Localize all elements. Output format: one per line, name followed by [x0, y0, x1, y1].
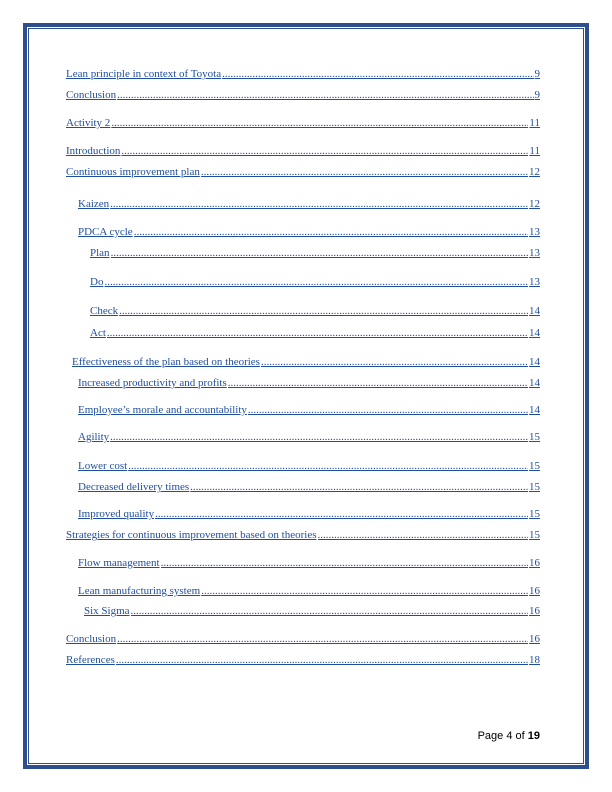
- toc-entry-label: Kaizen: [78, 198, 110, 210]
- toc-leader-dots: [110, 198, 528, 211]
- toc-entry-page: 14: [529, 327, 540, 339]
- toc-entry[interactable]: [78, 198, 540, 211]
- toc-entry-page: 16: [529, 633, 540, 645]
- toc-entry-page: 13: [529, 226, 540, 238]
- toc-entry[interactable]: [78, 460, 540, 473]
- toc-entry-page: 15: [529, 481, 540, 493]
- page-number-footer: [478, 730, 540, 742]
- toc-entry[interactable]: [72, 356, 540, 369]
- toc-entry-page: 14: [529, 404, 540, 416]
- toc-entry-page: 12: [529, 166, 540, 178]
- toc-entry-page: 9: [534, 68, 540, 80]
- page-prefix: Page: [477, 730, 507, 742]
- toc-leader-dots: [155, 508, 528, 521]
- toc-leader-dots: [107, 327, 528, 340]
- page-current: 4: [506, 730, 513, 742]
- toc-leader-dots: [104, 276, 528, 289]
- toc-entry-page: 15: [529, 508, 540, 520]
- toc-entry-page: 14: [529, 305, 540, 317]
- toc-leader-dots: [111, 247, 528, 260]
- toc-entry-label: Conclusion: [66, 89, 117, 101]
- toc-entry-page: 9: [534, 89, 540, 101]
- toc-leader-dots: [119, 305, 528, 318]
- toc-entry-label: Increased productivity and profits: [78, 377, 227, 389]
- toc-entry[interactable]: [66, 654, 540, 667]
- toc-entry[interactable]: [66, 633, 540, 646]
- toc-entry-page: 13: [529, 247, 540, 259]
- toc-entry[interactable]: [78, 508, 540, 521]
- toc-entry-page: 11: [529, 117, 540, 129]
- toc-entry-page: 16: [529, 605, 540, 617]
- toc-entry-label: Agility: [78, 431, 110, 443]
- page-separator: of: [512, 730, 528, 742]
- toc-entry[interactable]: [84, 605, 540, 618]
- toc-entry-page: 12: [529, 198, 540, 210]
- toc-entry[interactable]: [66, 89, 540, 102]
- toc-entry[interactable]: [90, 327, 540, 340]
- toc-leader-dots: [201, 585, 528, 598]
- toc-leader-dots: [134, 226, 528, 239]
- toc-leader-dots: [161, 557, 528, 570]
- toc-entry[interactable]: [66, 166, 540, 179]
- toc-entry-page: 15: [529, 431, 540, 443]
- toc-leader-dots: [110, 431, 528, 444]
- toc-leader-dots: [117, 633, 528, 646]
- toc-entry-label: Act: [90, 327, 106, 339]
- toc-entry[interactable]: [78, 404, 540, 417]
- toc-entry-page: 15: [529, 460, 540, 472]
- toc-entry-page: 16: [529, 585, 540, 597]
- toc-entry-label: Lean principle in context of Toyota: [66, 68, 222, 80]
- toc-leader-dots: [116, 654, 528, 667]
- toc-entry-label: Effectiveness of the plan based on theories: [72, 356, 260, 368]
- toc-entry-label: Conclusion: [66, 633, 117, 645]
- toc-entry-label: Flow management: [78, 557, 160, 569]
- toc-leader-dots: [261, 356, 528, 369]
- toc-entry[interactable]: [78, 431, 540, 444]
- toc-entry-page: 16: [529, 557, 540, 569]
- toc-entry-label: Check: [90, 305, 119, 317]
- toc-entry-label: Continuous improvement plan: [66, 166, 200, 178]
- table-of-contents: [66, 0, 540, 700]
- toc-leader-dots: [121, 145, 528, 158]
- toc-entry-page: 15: [529, 529, 540, 541]
- toc-entry[interactable]: [78, 226, 540, 239]
- toc-leader-dots: [248, 404, 528, 417]
- toc-entry[interactable]: [66, 529, 540, 542]
- toc-entry-label: Employee’s morale and accountability: [78, 404, 247, 416]
- toc-leader-dots: [131, 605, 528, 618]
- toc-leader-dots: [190, 481, 528, 494]
- toc-entry-label: Do: [90, 276, 104, 288]
- toc-entry-label: Lean manufacturing system: [78, 585, 201, 597]
- toc-entry[interactable]: [90, 276, 540, 289]
- toc-entry-page: 11: [529, 145, 540, 157]
- toc-leader-dots: [228, 377, 528, 390]
- toc-leader-dots: [128, 460, 528, 473]
- toc-entry[interactable]: [90, 305, 540, 318]
- toc-entry[interactable]: [78, 557, 540, 570]
- toc-entry-label: Improved quality: [78, 508, 155, 520]
- toc-entry[interactable]: [66, 145, 540, 158]
- toc-entry-page: 13: [529, 276, 540, 288]
- toc-leader-dots: [318, 529, 529, 542]
- toc-entry-label: Strategies for continuous improvement based on theories: [66, 529, 317, 541]
- toc-leader-dots: [117, 89, 533, 102]
- toc-leader-dots: [222, 68, 533, 81]
- toc-entry[interactable]: [78, 377, 540, 390]
- toc-leader-dots: [111, 117, 528, 130]
- toc-entry-label: References: [66, 654, 115, 666]
- toc-entry[interactable]: [90, 247, 540, 260]
- toc-entry-label: Activity 2: [66, 117, 111, 129]
- page-total: 19: [527, 730, 540, 742]
- toc-entry[interactable]: [66, 68, 540, 81]
- toc-entry[interactable]: [78, 481, 540, 494]
- toc-entry-page: 18: [529, 654, 540, 666]
- toc-entry-label: Six Sigma: [84, 605, 130, 617]
- toc-leader-dots: [201, 166, 528, 179]
- toc-entry[interactable]: [78, 585, 540, 598]
- toc-entry-page: 14: [529, 356, 540, 368]
- toc-entry-label: Introduction: [66, 145, 121, 157]
- toc-entry-label: Decreased delivery times: [78, 481, 190, 493]
- toc-entry-page: 14: [529, 377, 540, 389]
- toc-entry-label: Lower cost: [78, 460, 128, 472]
- toc-entry-label: Plan: [90, 247, 110, 259]
- toc-entry-label: PDCA cycle: [78, 226, 133, 238]
- toc-entry[interactable]: [66, 117, 540, 130]
